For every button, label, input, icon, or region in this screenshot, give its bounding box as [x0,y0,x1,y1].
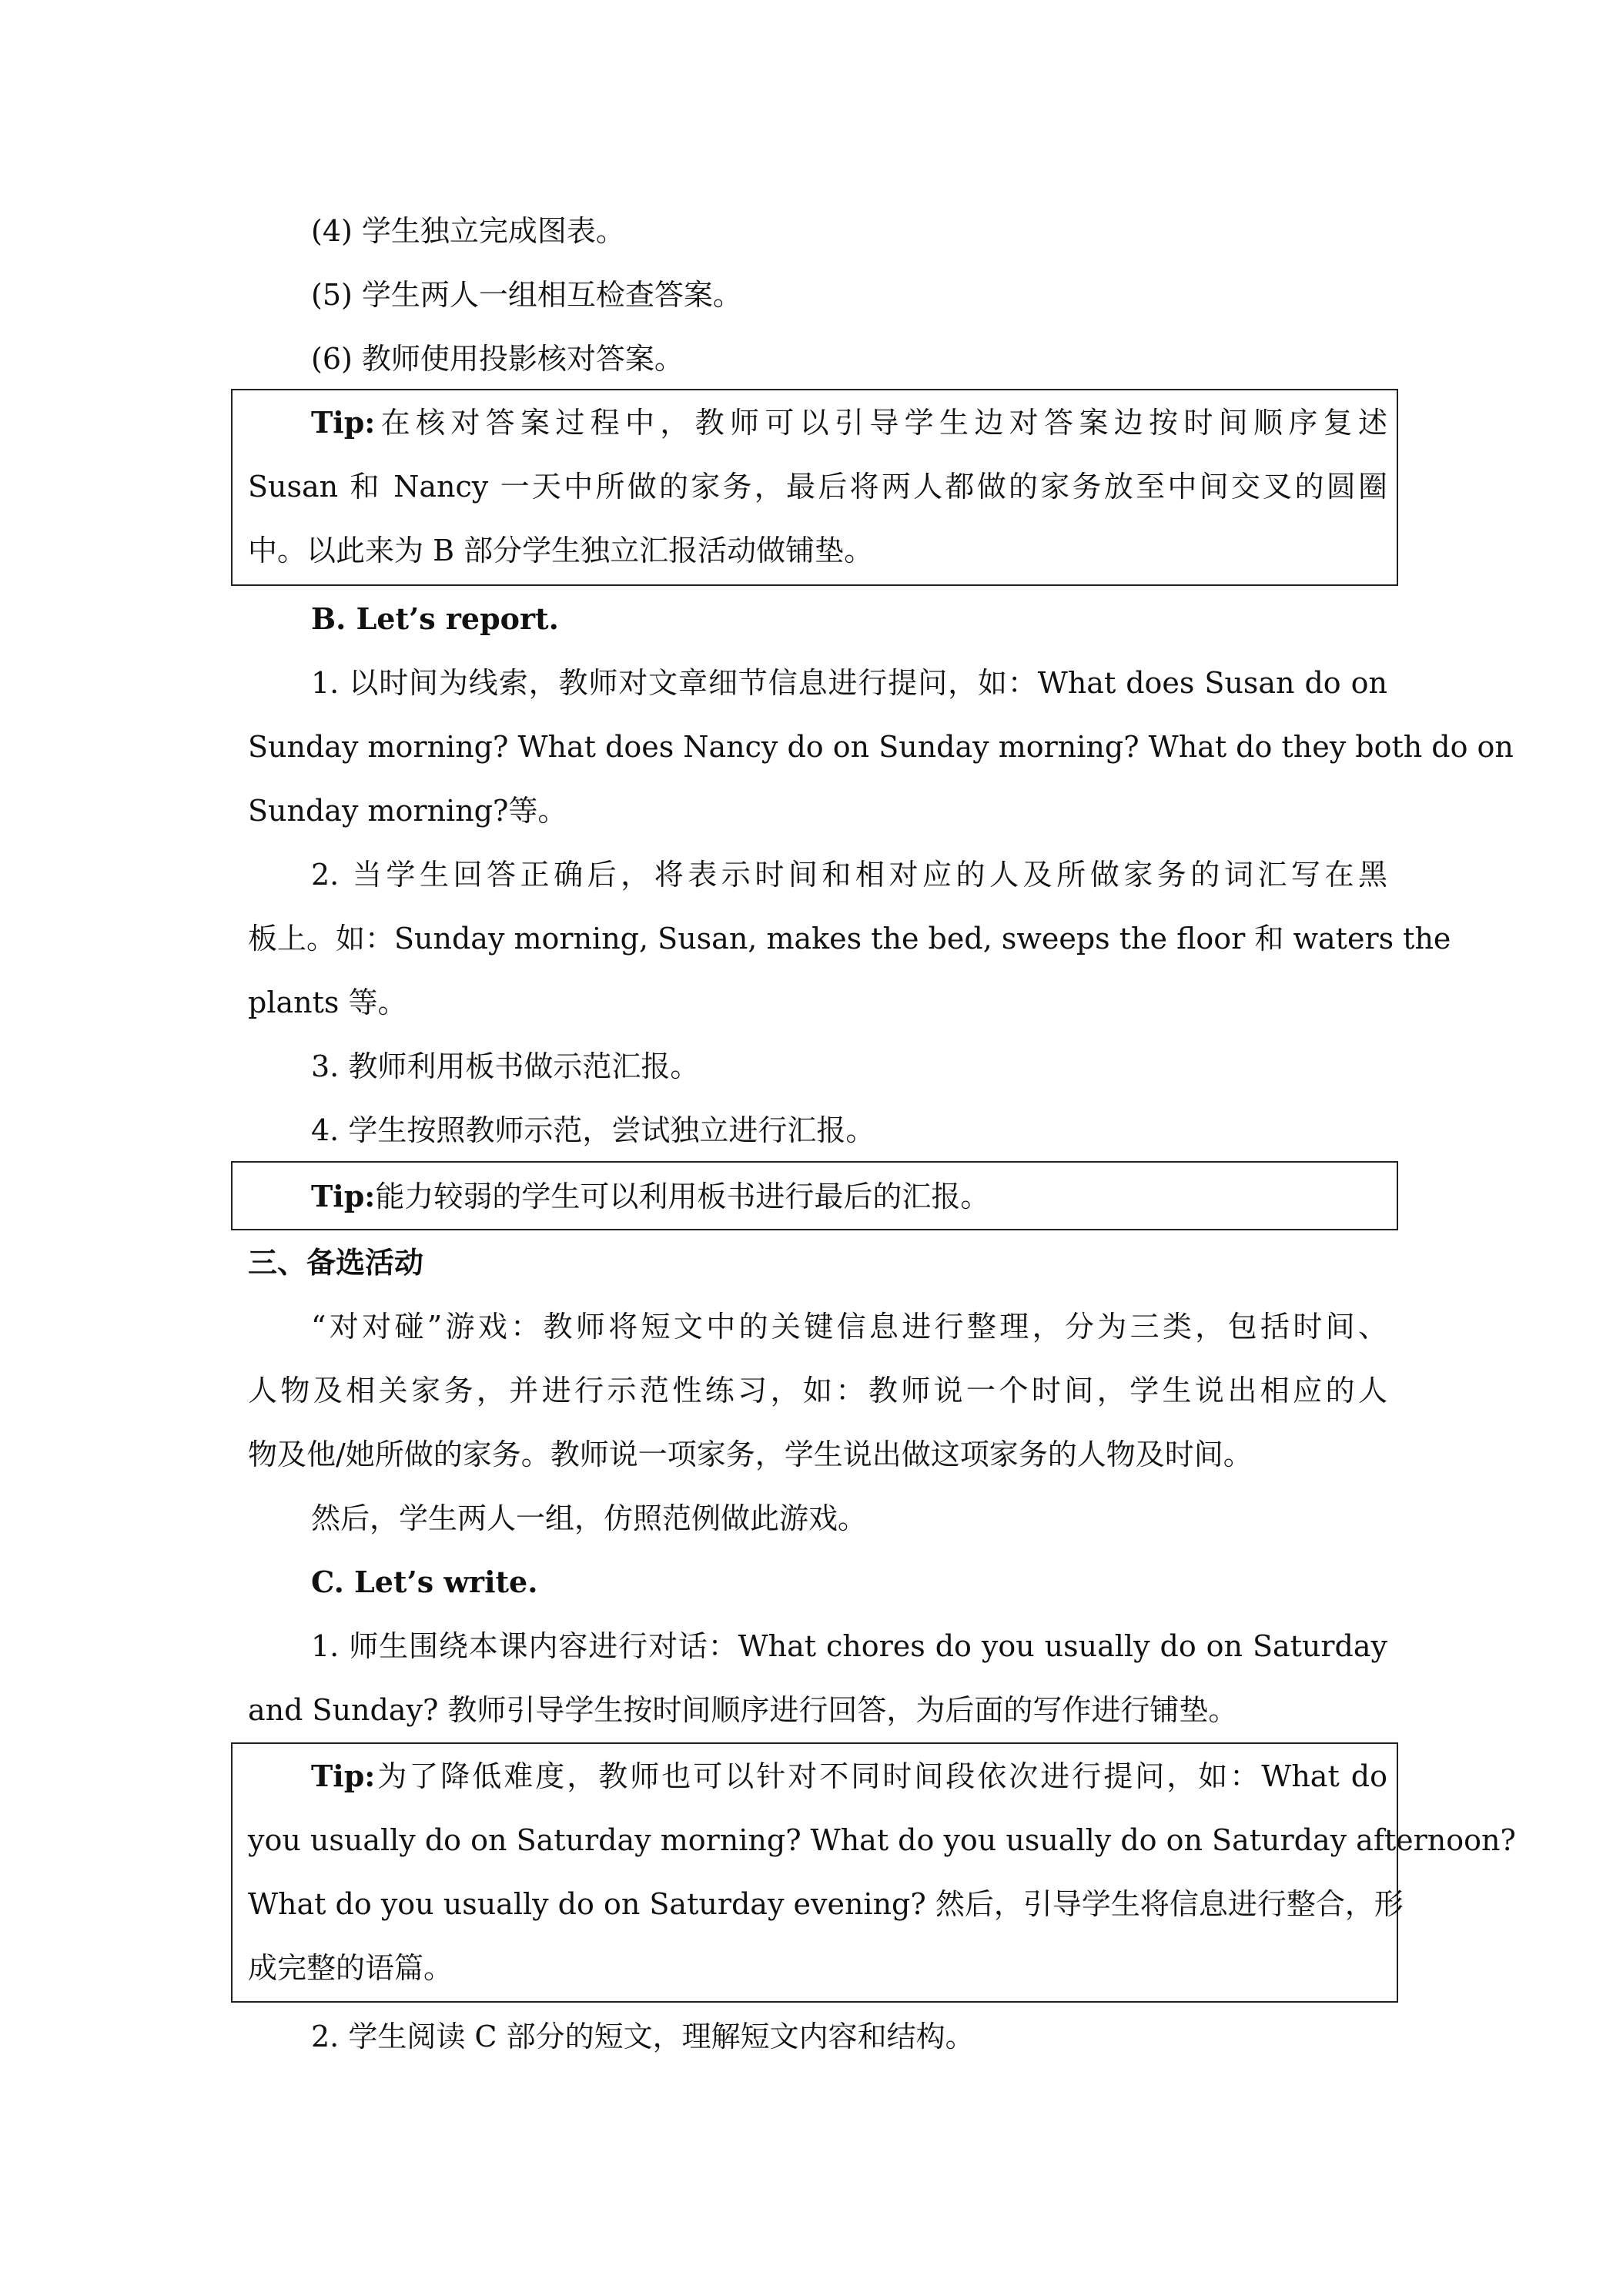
b-item-1-line-1: 1. 以时间为线索，教师对文章细节信息进行提问，如：What does Susan do on [311,666,1387,700]
tip-3-line-2: you usually do on Saturday morning? What do you usually do on Saturday afternoon? [248,1823,1516,1857]
c-item-1-line-1: 1. 师生围绕本课内容进行对话：What chores do you usually do on Saturday [311,1629,1387,1663]
section-c-heading: C. Let’s write. [311,1565,538,1599]
c-item-2: 2. 学生阅读 C 部分的短文，理解短文内容和结构。 [311,2020,975,2053]
b-item-2-line-2: 板上。如：Sunday morning, Susan, makes the bed, sweeps the floor 和 waters the [248,922,1451,956]
optional-para-1-line-3: 物及他/她所做的家务。教师说一项家务，学生说出做这项家务的人物及时间。 [248,1438,1253,1471]
tip-1-label: Tip: [311,405,376,440]
c-item-1-line-2: and Sunday? 教师引导学生按时间顺序进行回答，为后面的写作进行铺垫。 [248,1693,1238,1727]
tip-1-line-3: 中。以此来为 B 部分学生独立汇报活动做铺垫。 [248,534,874,567]
section-b-heading: B. Let’s report. [311,601,559,636]
step-6: (6) 教师使用投影核对答案。 [311,342,684,376]
tip-box-3 [231,1742,1516,2003]
b-item-2-line-3: plants 等。 [248,986,407,1019]
tip-2-label: Tip: [311,1179,376,1213]
optional-para-1-line-2: 人物及相关家务，并进行示范性练习，如：教师说一个时间，学生说出相应的人 [248,1374,1387,1407]
tip-2-line [311,1164,1387,1229]
tip-1-line-2: Susan 和 Nancy 一天中所做的家务，最后将两人都做的家务放至中间交叉的圆圈 [248,470,1387,504]
tip-3-text-1: 为了降低难度，教师也可以针对不同时间段依次进行提问，如：What do [375,1759,1387,1793]
b-item-4: 4. 学生按照教师示范，尝试独立进行汇报。 [311,1113,875,1147]
tip-1-text-1: 在核对答案过程中，教师可以引导学生边对答案边按时间顺序复述 [375,406,1387,440]
tip-3-line-3: What do you usually do on Saturday evening? 然后，引导学生将信息进行整合，形 [248,1887,1404,1921]
tip-3-line-1 [311,1744,1387,1809]
tip-2-text: 能力较弱的学生可以利用板书进行最后的汇报。 [375,1180,990,1213]
tip-box-1 [231,389,1398,586]
optional-para-1-line-1: “对对碰”游戏：教师将短文中的关键信息进行整理，分为三类，包括时间、 [311,1310,1387,1344]
tip-box-2 [231,1161,1398,1230]
optional-activity-heading: 三、备选活动 [248,1245,424,1280]
optional-para-2: 然后，学生两人一组，仿照范例做此游戏。 [311,1501,868,1535]
tip-1-line-1 [311,390,1387,455]
b-item-2-line-1: 2. 当学生回答正确后，将表示时间和相对应的人及所做家务的词汇写在黑 [311,858,1387,892]
tip-3-label: Tip: [311,1759,376,1793]
b-item-1-line-2: Sunday morning? What does Nancy do on Sunday morning? What do they both do on [248,730,1514,764]
b-item-1-line-3: Sunday morning?等。 [248,794,567,828]
b-item-3: 3. 教师利用板书做示范汇报。 [311,1049,700,1083]
tip-3-line-4: 成完整的语篇。 [248,1951,453,1985]
step-5: (5) 学生两人一组相互检查答案。 [311,278,742,312]
step-4: (4) 学生独立完成图表。 [311,214,625,248]
